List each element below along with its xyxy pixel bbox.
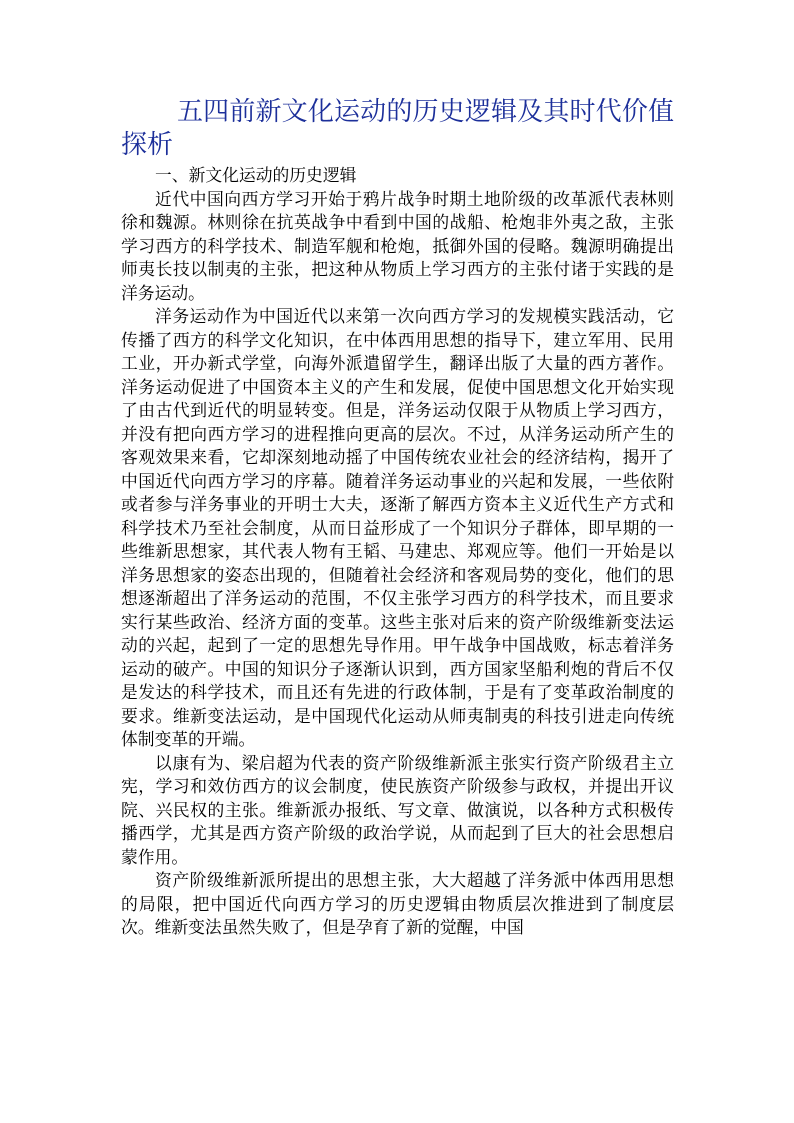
paragraph-3: 以康有为、梁启超为代表的资产阶级维新派主张实行资产阶级君主立宪，学习和效仿西方的议会制度，使民族资产阶级参与政权，并提出开议院、兴民权的主张。维新派办报纸、写文章、做演说，以各种方式积极传播西学，尤其是西方资产阶级的政治学说，从而起到了巨大的社会思想启蒙作用。 bbox=[121, 752, 674, 867]
paragraph-2: 洋务运动作为中国近代以来第一次向西方学习的发规模实践活动，它传播了西方的科学文化知识，在中体西用思想的指导下，建立军用、民用工业，开办新式学堂，向海外派遣留学生，翻译出版了大量的西方著作。洋务运动促进了中国资本主义的产生和发展，促使中国思想文化开始实现了由古代到近代的明显转变。但是，洋务运动仅限于从物质上学习西方，并没有把向西方学习的进程推向更高的层次。不过，从洋务运动所产生的客观效果来看，它却深刻地动摇了中国传统农业社会的经济结构，揭开了中国近代向西方学习的序幕。随着洋务运动事业的兴起和发展，一些依附或者参与洋务事业的开明士大夫，逐渐了解西方资本主义近代生产方式和科学技术乃至社会制度，从而日益形成了一个知识分子群体，即早期的一些维新思想家，其代表人物有王韬、马建忠、郑观应等。他们一开始是以洋务思想家的姿态出现的，但随着社会经济和客观局势的变化，他们的思想逐渐超出了洋务运动的范围，不仅主张学习西方的科学技术，而且要求实行某些政治、经济方面的变革。这些主张对后来的资产阶级维新变法运动的兴起，起到了一定的思想先导作用。甲午战争中国战败，标志着洋务运动的破产。中国的知识分子逐渐认识到，西方国家坚船利炮的背后不仅是发达的科学技术，而且还有先进的行政体制，于是有了变革政治制度的要求。维新变法运动，是中国现代化运动从师夷制夷的科技引进走向传统体制变革的开端。 bbox=[121, 306, 674, 749]
section-heading: 一、新文化运动的历史逻辑 bbox=[155, 165, 357, 185]
paragraph-1: 近代中国向西方学习开始于鸦片战争时期土地阶级的改革派代表林则徐和魏源。林则徐在抗英战争中看到中国的战船、枪炮非外夷之敌，主张学习西方的科学技术、制造军舰和枪炮，抵御外国的侵略。魏源明确提出师夷长技以制夷的主张，把这种从物质上学习西方的主张付诸于实践的是洋务运动。 bbox=[121, 188, 674, 303]
document-title: 五四前新文化运动的历史逻辑及其时代价值探析 bbox=[121, 97, 674, 160]
document-body bbox=[121, 96, 674, 940]
paragraph-4: 资产阶级维新派所提出的思想主张，大大超越了洋务派中体西用思想的局限，把中国近代向西方学习的历史逻辑由物质层次推进到了制度层次。维新变法虽然失败了，但是孕育了新的觉醒，中国 bbox=[121, 870, 674, 937]
